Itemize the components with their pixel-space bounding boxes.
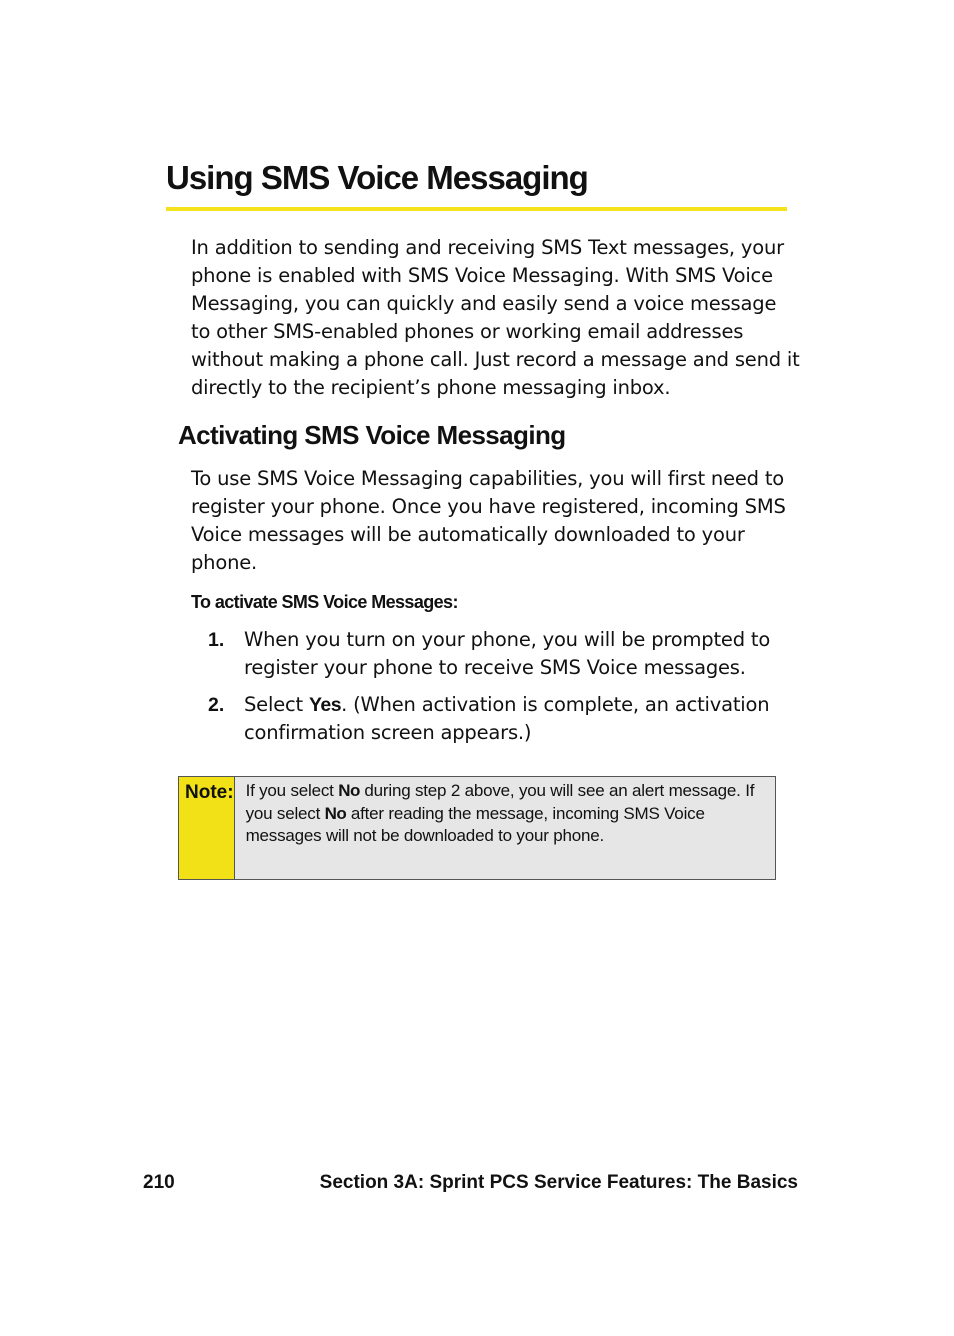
menu-term-no: No [324,803,347,823]
footer-section-title: Section 3A: Sprint PCS Service Features: The Basics [319,1172,798,1193]
page-number: 210 [143,1172,175,1193]
title-underline-rule [166,207,787,211]
step-text-before: Select [244,693,309,716]
section-heading: Activating SMS Voice Messaging [178,420,566,450]
procedure-label: To activate SMS Voice Messages: [191,592,458,612]
menu-term-yes: Yes [308,694,342,716]
intro-paragraph: In addition to sending and receiving SMS Text messages, your phone is enabled with SMS Voice Messaging. With SMS Voice Messaging, you can quickly and easily send a voice message to other SMS-enabled phones or working email addresses without making a phone call. Just record a message and send it directly to the recipient’s phone messaging inbox. [191,236,800,399]
note-text-part: during step 2 above, you will see an alert message. If you select [245,781,755,823]
step-text [244,691,796,747]
note-text [235,777,775,879]
step-number: 2. [208,694,225,716]
step-number: 1. [208,629,225,651]
note-box [178,776,776,880]
menu-term-no: No [338,781,360,800]
note-label: Note: [185,782,234,803]
note-text-part: If you select [245,781,339,800]
step-text: When you turn on your phone, you will be prompted to register your phone to receive SMS Voice messages. [244,628,771,679]
note-text-part: after reading the message, incoming SMS Voice messages will not be downloaded to your phone. [245,803,705,845]
step-text-after: . (When activation is complete, an activation confirmation screen appears.) [244,693,770,744]
note-label-cell [179,777,235,879]
page-title: Using SMS Voice Messaging [166,159,588,196]
section-paragraph: To use SMS Voice Messaging capabilities, you will first need to register your phone. Once you have registered, incoming SMS Voice messages will be automatically downloaded to your phone. [191,467,786,574]
